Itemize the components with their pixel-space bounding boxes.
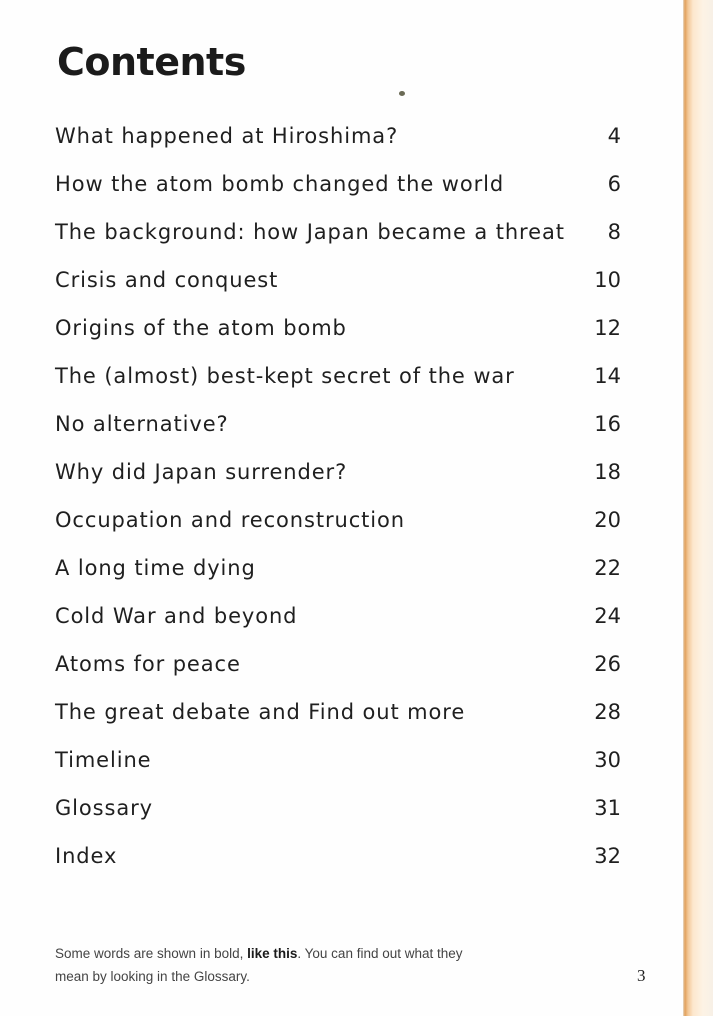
- toc-entry-page: 26: [594, 652, 621, 676]
- toc-entry: [0, 400, 683, 448]
- footnote-text-end: . You can find out what they mean by looking in the Glossary.: [55, 946, 463, 984]
- page-title: Contents: [57, 40, 246, 84]
- toc-entry: [0, 352, 683, 400]
- toc-entry: [0, 304, 683, 352]
- toc-entry: [0, 784, 683, 832]
- toc-entry-page: 6: [607, 172, 621, 196]
- toc-entry: [0, 160, 683, 208]
- toc-entry-title: Why did Japan surrender?: [55, 460, 348, 484]
- toc-entry-page: 28: [594, 700, 621, 724]
- toc-entry-title: No alternative?: [55, 412, 229, 436]
- toc-entry: [0, 736, 683, 784]
- toc-entry-title: Glossary: [55, 796, 153, 820]
- toc-entry-page: 22: [594, 556, 621, 580]
- toc-entry-title: Timeline: [55, 748, 152, 772]
- toc-entry-title: Crisis and conquest: [55, 268, 279, 292]
- toc-entry-page: 24: [594, 604, 621, 628]
- table-of-contents: [0, 112, 683, 880]
- toc-entry: [0, 448, 683, 496]
- toc-entry-title: Atoms for peace: [55, 652, 241, 676]
- toc-entry: [0, 832, 683, 880]
- toc-entry: [0, 688, 683, 736]
- toc-entry-page: 30: [594, 748, 621, 772]
- toc-entry: [0, 496, 683, 544]
- toc-entry-title: Cold War and beyond: [55, 604, 298, 628]
- toc-entry-page: 31: [594, 796, 621, 820]
- toc-entry-page: 32: [594, 844, 621, 868]
- toc-entry-page: 10: [594, 268, 621, 292]
- toc-entry-title: What happened at Hiroshima?: [55, 124, 399, 148]
- ink-speck: [399, 91, 405, 96]
- toc-entry-title: The great debate and Find out more: [55, 700, 466, 724]
- toc-entry-page: 8: [607, 220, 621, 244]
- toc-entry-page: 18: [594, 460, 621, 484]
- toc-entry-title: Origins of the atom bomb: [55, 316, 347, 340]
- toc-entry-title: Index: [55, 844, 118, 868]
- book-spine-edge: [683, 0, 713, 1016]
- footnote-text-start: Some words are shown in bold,: [55, 946, 248, 961]
- toc-entry: [0, 544, 683, 592]
- toc-entry-title: The background: how Japan became a threat: [55, 220, 565, 244]
- toc-entry-page: 12: [594, 316, 621, 340]
- toc-entry-title: The (almost) best-kept secret of the war: [55, 364, 515, 388]
- toc-entry-title: Occupation and reconstruction: [55, 508, 406, 532]
- toc-entry: [0, 592, 683, 640]
- toc-entry: [0, 208, 683, 256]
- page-number: 3: [637, 966, 646, 985]
- footnote-bold-example: like this: [247, 946, 298, 961]
- toc-entry-title: How the atom bomb changed the world: [55, 172, 505, 196]
- toc-entry: [0, 112, 683, 160]
- toc-entry-title: A long time dying: [55, 556, 256, 580]
- toc-entry: [0, 256, 683, 304]
- toc-entry-page: 16: [594, 412, 621, 436]
- toc-entry-page: 14: [594, 364, 621, 388]
- toc-entry-page: 20: [594, 508, 621, 532]
- toc-entry-page: 4: [607, 124, 621, 148]
- footnote: [55, 942, 485, 988]
- toc-entry: [0, 640, 683, 688]
